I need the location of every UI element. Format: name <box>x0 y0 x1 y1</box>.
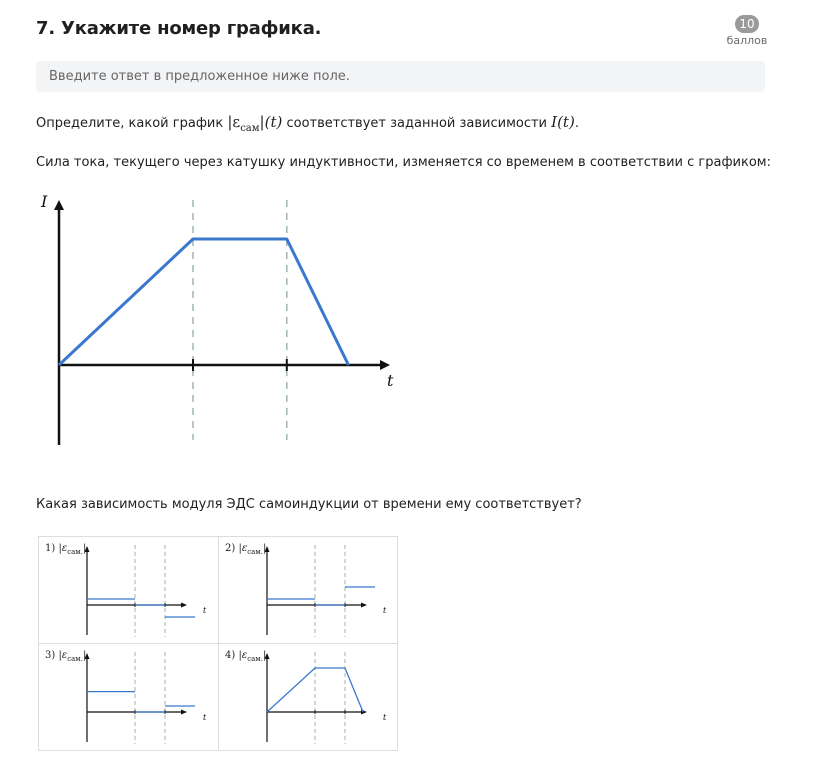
option-4 <box>219 644 398 750</box>
x-axis-arrow <box>181 603 187 608</box>
x-axis-label: t <box>383 713 387 722</box>
option-4-label: 4) $|\varepsilon_{сам.}|$ <box>225 650 267 663</box>
option-2 <box>219 537 398 643</box>
answer-hint: Введите ответ в предложенное ниже поле. <box>36 61 765 92</box>
y-axis-arrow <box>54 200 64 210</box>
x-axis-arrow <box>380 360 390 370</box>
current-profile-line <box>59 239 348 365</box>
option-3-label: 3) $|\varepsilon_{сам.}|$ <box>45 650 87 663</box>
p1-end: . <box>574 116 579 131</box>
x-axis-label: t <box>383 606 387 615</box>
question-paragraph-1 <box>36 113 579 134</box>
question-paragraph-3: Какая зависимость модуля ЭДС самоиндукции от времени ему соответствует? <box>36 497 582 512</box>
x-axis-arrow <box>181 710 187 715</box>
p1-middle: соответствует заданной зависимости <box>282 116 552 131</box>
points-label: баллов <box>726 34 768 47</box>
points-badge: 10 <box>735 15 759 33</box>
y-axis-label: I <box>41 192 48 211</box>
option-1-label: 1) $|\varepsilon_{сам.}|$ <box>45 543 87 556</box>
emf-formula: $|\varepsilon_{сам}|(t)$ <box>227 113 283 134</box>
x-axis-label: t <box>203 606 207 615</box>
option-1 <box>39 537 218 643</box>
question-title: 7. Укажите номер графика. <box>36 18 322 39</box>
option-3 <box>39 644 218 750</box>
answer-options-grid <box>38 536 398 751</box>
current-graph <box>30 190 400 452</box>
x-axis-label: t <box>387 371 394 390</box>
p1-before: Определите, какой график <box>36 116 228 131</box>
current-formula: I(t) <box>551 113 575 131</box>
option-2-label: 2) $|\varepsilon_{сам.}|$ <box>225 543 267 556</box>
x-axis-arrow <box>361 603 367 608</box>
points-indicator <box>726 13 768 47</box>
question-paragraph-2: Сила тока, текущего через катушку индуктивности, изменяется со временем в соответствии с графиком: <box>36 155 771 170</box>
x-axis-label: t <box>203 713 207 722</box>
